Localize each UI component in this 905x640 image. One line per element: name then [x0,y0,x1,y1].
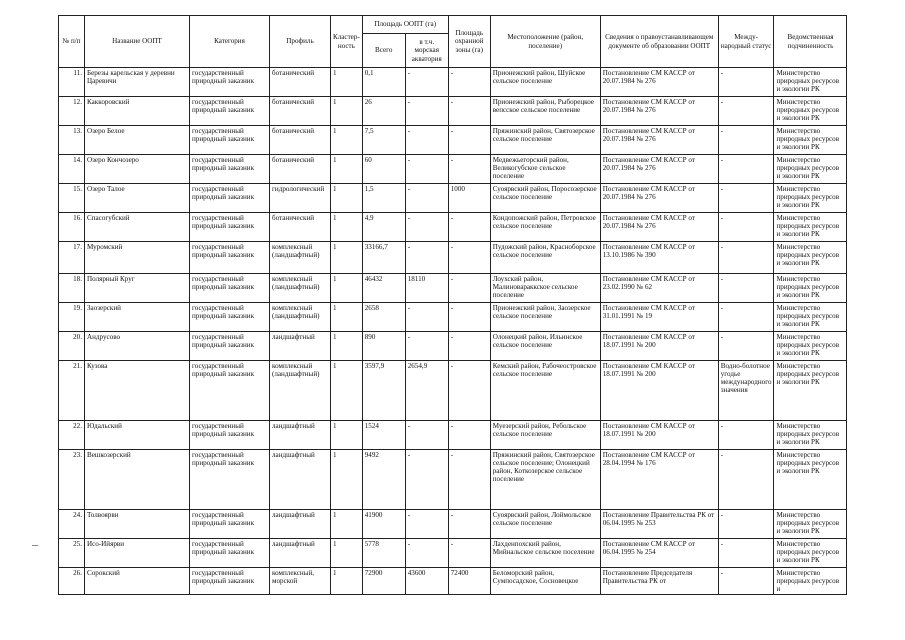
area-profile: ботанический [270,213,331,242]
area-name: Толвоярви [85,510,190,539]
table-row [59,184,847,213]
area-location: Прионежский район, Рыборецкое вепсское сельское поселение [490,97,600,126]
row-number: 12. [59,97,85,126]
col-header-location: Местоположение (район, поселение) [490,16,600,68]
department: Министерство природных ресурсов и экологии РК [774,213,847,242]
area-location: Пряжинский район, Святозерское сельское поселение [490,126,600,155]
table-row [59,68,847,97]
area-total: 41900 [362,510,405,539]
area-cluster: 1 [331,184,363,213]
intl-status: Водно-болотное угодье международного значения [718,361,774,421]
department: Министерство природных ресурсов и экологии РК [774,332,847,361]
area-cluster: 1 [331,450,363,510]
area-total: 7,5 [362,126,405,155]
area-location: Лахденпохский район, Мийнальское сельское поселение [490,539,600,568]
area-location: Прионежский район, Шуйское сельское поселение [490,68,600,97]
table-row [59,155,847,184]
intl-status: - [718,303,774,332]
establishing-document: Постановление Правительства РК от 06.04.1995 № 253 [600,510,718,539]
area-cluster: 1 [331,421,363,450]
area-cluster: 1 [331,332,363,361]
area-category: государственный природный заказник [190,421,270,450]
area-total: 1524 [362,421,405,450]
col-header-department: Ведомственная подчиненность [774,16,847,68]
intl-status: - [718,274,774,303]
area-sea: - [405,242,448,274]
establishing-document: Постановление СМ КАССР от 18.07.1991 № 200 [600,332,718,361]
area-cluster: 1 [331,68,363,97]
area-name: Озеро Кончозеро [85,155,190,184]
buffer-area: - [448,450,490,510]
area-category: государственный природный заказник [190,213,270,242]
col-header-name: Название ООПТ [85,16,190,68]
area-total: 9492 [362,450,405,510]
area-category: государственный природный заказник [190,242,270,274]
row-number: 18. [59,274,85,303]
intl-status: - [718,450,774,510]
area-sea: - [405,68,448,97]
area-sea: - [405,184,448,213]
buffer-area: - [448,274,490,303]
buffer-area: - [448,68,490,97]
table-row [59,213,847,242]
buffer-area: - [448,126,490,155]
area-name: Березы карельская у деревни Царевичи [85,68,190,97]
area-profile: ландшафтный [270,510,331,539]
table-row [59,242,847,274]
area-total: 33166,7 [362,242,405,274]
area-location: Прионежский район, Заозерское сельское поселение [490,303,600,332]
area-total: 4,9 [362,213,405,242]
table-row [59,332,847,361]
area-name: Сорокский [85,568,190,595]
establishing-document: Постановление СМ КАССР от 18.07.1991 № 200 [600,361,718,421]
table-row [59,539,847,568]
area-category: государственный природный заказник [190,510,270,539]
area-category: государственный природный заказник [190,184,270,213]
col-header-buffer-area: Площадь охранной зоны (га) [448,16,490,68]
table-row [59,510,847,539]
row-number: 15. [59,184,85,213]
area-category: государственный природный заказник [190,361,270,421]
area-location: Муезерский район, Ребольское сельское поселение [490,421,600,450]
area-profile: ландшафтный [270,332,331,361]
area-sea: - [405,303,448,332]
area-category: государственный природный заказник [190,539,270,568]
area-total: 60 [362,155,405,184]
col-header-category: Категория [190,16,270,68]
intl-status: - [718,332,774,361]
row-number: 13. [59,126,85,155]
area-category: государственный природный заказник [190,68,270,97]
area-category: государственный природный заказник [190,568,270,595]
establishing-document: Постановление СМ КАССР от 20.07.1984 № 276 [600,126,718,155]
area-profile: ботанический [270,68,331,97]
establishing-document: Постановление СМ КАССР от 20.07.1984 № 276 [600,213,718,242]
area-category: государственный природный заказник [190,274,270,303]
establishing-document: Постановление СМ КАССР от 13.10.1986 № 390 [600,242,718,274]
area-location: Пудожский район, Красноборское сельское поселение [490,242,600,274]
col-header-documents: Сведения о правоустанавливающем документе об образовании ООПТ [600,16,718,68]
buffer-area: - [448,303,490,332]
area-location: Лоухский район, Малиновараккское сельское поселение [490,274,600,303]
intl-status: - [718,242,774,274]
buffer-area: - [448,361,490,421]
area-name: Озеро Талое [85,184,190,213]
area-category: государственный природный заказник [190,126,270,155]
area-location: Кемский район, Рабочеостровское сельское поселение [490,361,600,421]
department: Министерство природных ресурсов и экологии РК [774,126,847,155]
area-total: 0,1 [362,68,405,97]
establishing-document: Постановление СМ КАССР от 20.07.1984 № 276 [600,184,718,213]
row-number: 17. [59,242,85,274]
buffer-area: 1000 [448,184,490,213]
row-number: 19. [59,303,85,332]
area-name: Озеро Белое [85,126,190,155]
department: Министерство природных ресурсов и экологии РК [774,155,847,184]
intl-status: - [718,184,774,213]
intl-status: - [718,213,774,242]
area-sea: 43600 [405,568,448,595]
establishing-document: Постановление СМ КАССР от 18.07.1991 № 200 [600,421,718,450]
row-number: 22. [59,421,85,450]
area-profile: ботанический [270,126,331,155]
intl-status: - [718,68,774,97]
area-location: Пряжинский район, Святозерское сельское поселение; Олонецкий район, Коткозерское сельское поселение [490,450,600,510]
intl-status: - [718,510,774,539]
row-number: 11. [59,68,85,97]
department: Министерство природных ресурсов и экологии РК [774,184,847,213]
area-name: Каккоровский [85,97,190,126]
col-header-intl-status: Между-народный статус [718,16,774,68]
area-profile: гидрологический [270,184,331,213]
area-category: государственный природный заказник [190,303,270,332]
department: Министерство природных ресурсов и экологии РК [774,510,847,539]
area-location: Кондопожский район, Петровское сельское поселение [490,213,600,242]
area-category: государственный природный заказник [190,155,270,184]
row-number: 16. [59,213,85,242]
row-number: 24. [59,510,85,539]
department: Министерство природных ресурсов и экологии РК [774,303,847,332]
area-total: 26 [362,97,405,126]
area-location: Медвежьегорский район, Великогубское сельское поселение [490,155,600,184]
area-name: Муромский [85,242,190,274]
row-number: 23. [59,450,85,510]
area-profile: комплексный (ландшафтный) [270,361,331,421]
area-location: Суоярвский район, Лоймольское сельское поселение [490,510,600,539]
area-sea: - [405,213,448,242]
buffer-area: - [448,242,490,274]
area-total: 2658 [362,303,405,332]
area-cluster: 1 [331,510,363,539]
area-profile: ботанический [270,155,331,184]
area-sea: - [405,126,448,155]
buffer-area: - [448,510,490,539]
table-row [59,126,847,155]
col-header-cluster: Кластер-ность [331,16,363,68]
establishing-document: Постановление СМ КАССР от 23.02.1990 № 62 [600,274,718,303]
table-body [59,68,847,595]
area-location: Олонецкий район, Ильинское сельское поселение [490,332,600,361]
department: Министерство природных ресурсов и экологии РК [774,539,847,568]
area-total: 3597,9 [362,361,405,421]
area-profile: комплексный (ландшафтный) [270,303,331,332]
intl-status: - [718,421,774,450]
establishing-document: Постановление СМ КАССР от 20.07.1984 № 276 [600,155,718,184]
buffer-area: - [448,213,490,242]
table-row [59,450,847,510]
row-number: 26. [59,568,85,595]
area-sea: - [405,539,448,568]
department: Министерство природных ресурсов и экологии РК [774,274,847,303]
row-number: 21. [59,361,85,421]
col-header-area: Площадь ООПТ (га) [362,16,448,34]
table-row [59,421,847,450]
area-name: Кузова [85,361,190,421]
area-cluster: 1 [331,126,363,155]
area-sea: - [405,155,448,184]
establishing-document: Постановление СМ КАССР от 28.04.1994 № 176 [600,450,718,510]
row-number: 14. [59,155,85,184]
table-row [59,361,847,421]
area-profile: ботанический [270,97,331,126]
department: Министерство природных ресурсов и экологии РК [774,97,847,126]
area-sea: 18110 [405,274,448,303]
area-profile: комплексный (ландшафтный) [270,242,331,274]
area-cluster: 1 [331,303,363,332]
intl-status: - [718,539,774,568]
area-name: Вешкозерский [85,450,190,510]
buffer-area: - [448,421,490,450]
protected-areas-table [58,15,847,595]
area-name: Полярный Круг [85,274,190,303]
area-category: государственный природный заказник [190,450,270,510]
area-sea: - [405,421,448,450]
area-profile: ландшафтный [270,421,331,450]
department: Министерство природных ресурсов и экологии РК [774,421,847,450]
area-cluster: 1 [331,568,363,595]
col-header-number: № п/п [59,16,85,68]
area-total: 890 [362,332,405,361]
buffer-area: 72400 [448,568,490,595]
department: Министерство природных ресурсов и экологии РК [774,450,847,510]
area-name: Юдальский [85,421,190,450]
buffer-area: - [448,332,490,361]
table-row [59,274,847,303]
intl-status: - [718,126,774,155]
area-location: Беломорский район, Сумпосадское, Сосновецкое [490,568,600,595]
area-profile: комплексный, морской [270,568,331,595]
table-row [59,97,847,126]
area-cluster: 1 [331,539,363,568]
buffer-area: - [448,155,490,184]
establishing-document: Постановление СМ КАССР от 20.07.1984 № 276 [600,68,718,97]
area-cluster: 1 [331,155,363,184]
area-category: государственный природный заказник [190,332,270,361]
row-number: 25. [59,539,85,568]
area-total: 46432 [362,274,405,303]
area-profile: комплексный (ландшафтный) [270,274,331,303]
table-row [59,568,847,595]
area-cluster: 1 [331,361,363,421]
intl-status: - [718,155,774,184]
area-cluster: 1 [331,274,363,303]
area-name: Заозерский [85,303,190,332]
department: Министерство природных ресурсов и экологии РК [774,242,847,274]
area-sea: - [405,510,448,539]
area-cluster: 1 [331,213,363,242]
col-header-profile: Профиль [270,16,331,68]
table-row [59,303,847,332]
intl-status: - [718,97,774,126]
row-number: 20. [59,332,85,361]
establishing-document: Постановление СМ КАССР от 20.07.1984 № 276 [600,97,718,126]
area-name: Андрусово [85,332,190,361]
area-location: Суоярвский район, Поросозерское сельское поселение [490,184,600,213]
area-sea: - [405,450,448,510]
department: Министерство природных ресурсов и [774,568,847,595]
area-cluster: 1 [331,97,363,126]
establishing-document: Постановление СМ КАССР от 06.04.1995 № 254 [600,539,718,568]
establishing-document: Постановление Председателя Правительства РК от [600,568,718,595]
area-total: 5778 [362,539,405,568]
area-category: государственный природный заказник [190,97,270,126]
buffer-area: - [448,539,490,568]
area-total: 1,5 [362,184,405,213]
area-profile: ландшафтный [270,539,331,568]
margin-mark [32,545,38,546]
area-sea: - [405,97,448,126]
area-cluster: 1 [331,242,363,274]
department: Министерство природных ресурсов и экологии РК [774,361,847,421]
establishing-document: Постановление СМ КАССР от 31.01.1991 № 19 [600,303,718,332]
col-header-area-total: Всего [362,34,405,68]
area-sea: 2654,9 [405,361,448,421]
area-name: Спасогубский [85,213,190,242]
buffer-area: - [448,97,490,126]
area-profile: ландшафтный [270,450,331,510]
area-total: 72900 [362,568,405,595]
department: Министерство природных ресурсов и экологии РК [774,68,847,97]
col-header-area-sea: в т.ч. морская акватория [405,34,448,68]
area-name: Исо-Ийярви [85,539,190,568]
area-sea: - [405,332,448,361]
intl-status: - [718,568,774,595]
